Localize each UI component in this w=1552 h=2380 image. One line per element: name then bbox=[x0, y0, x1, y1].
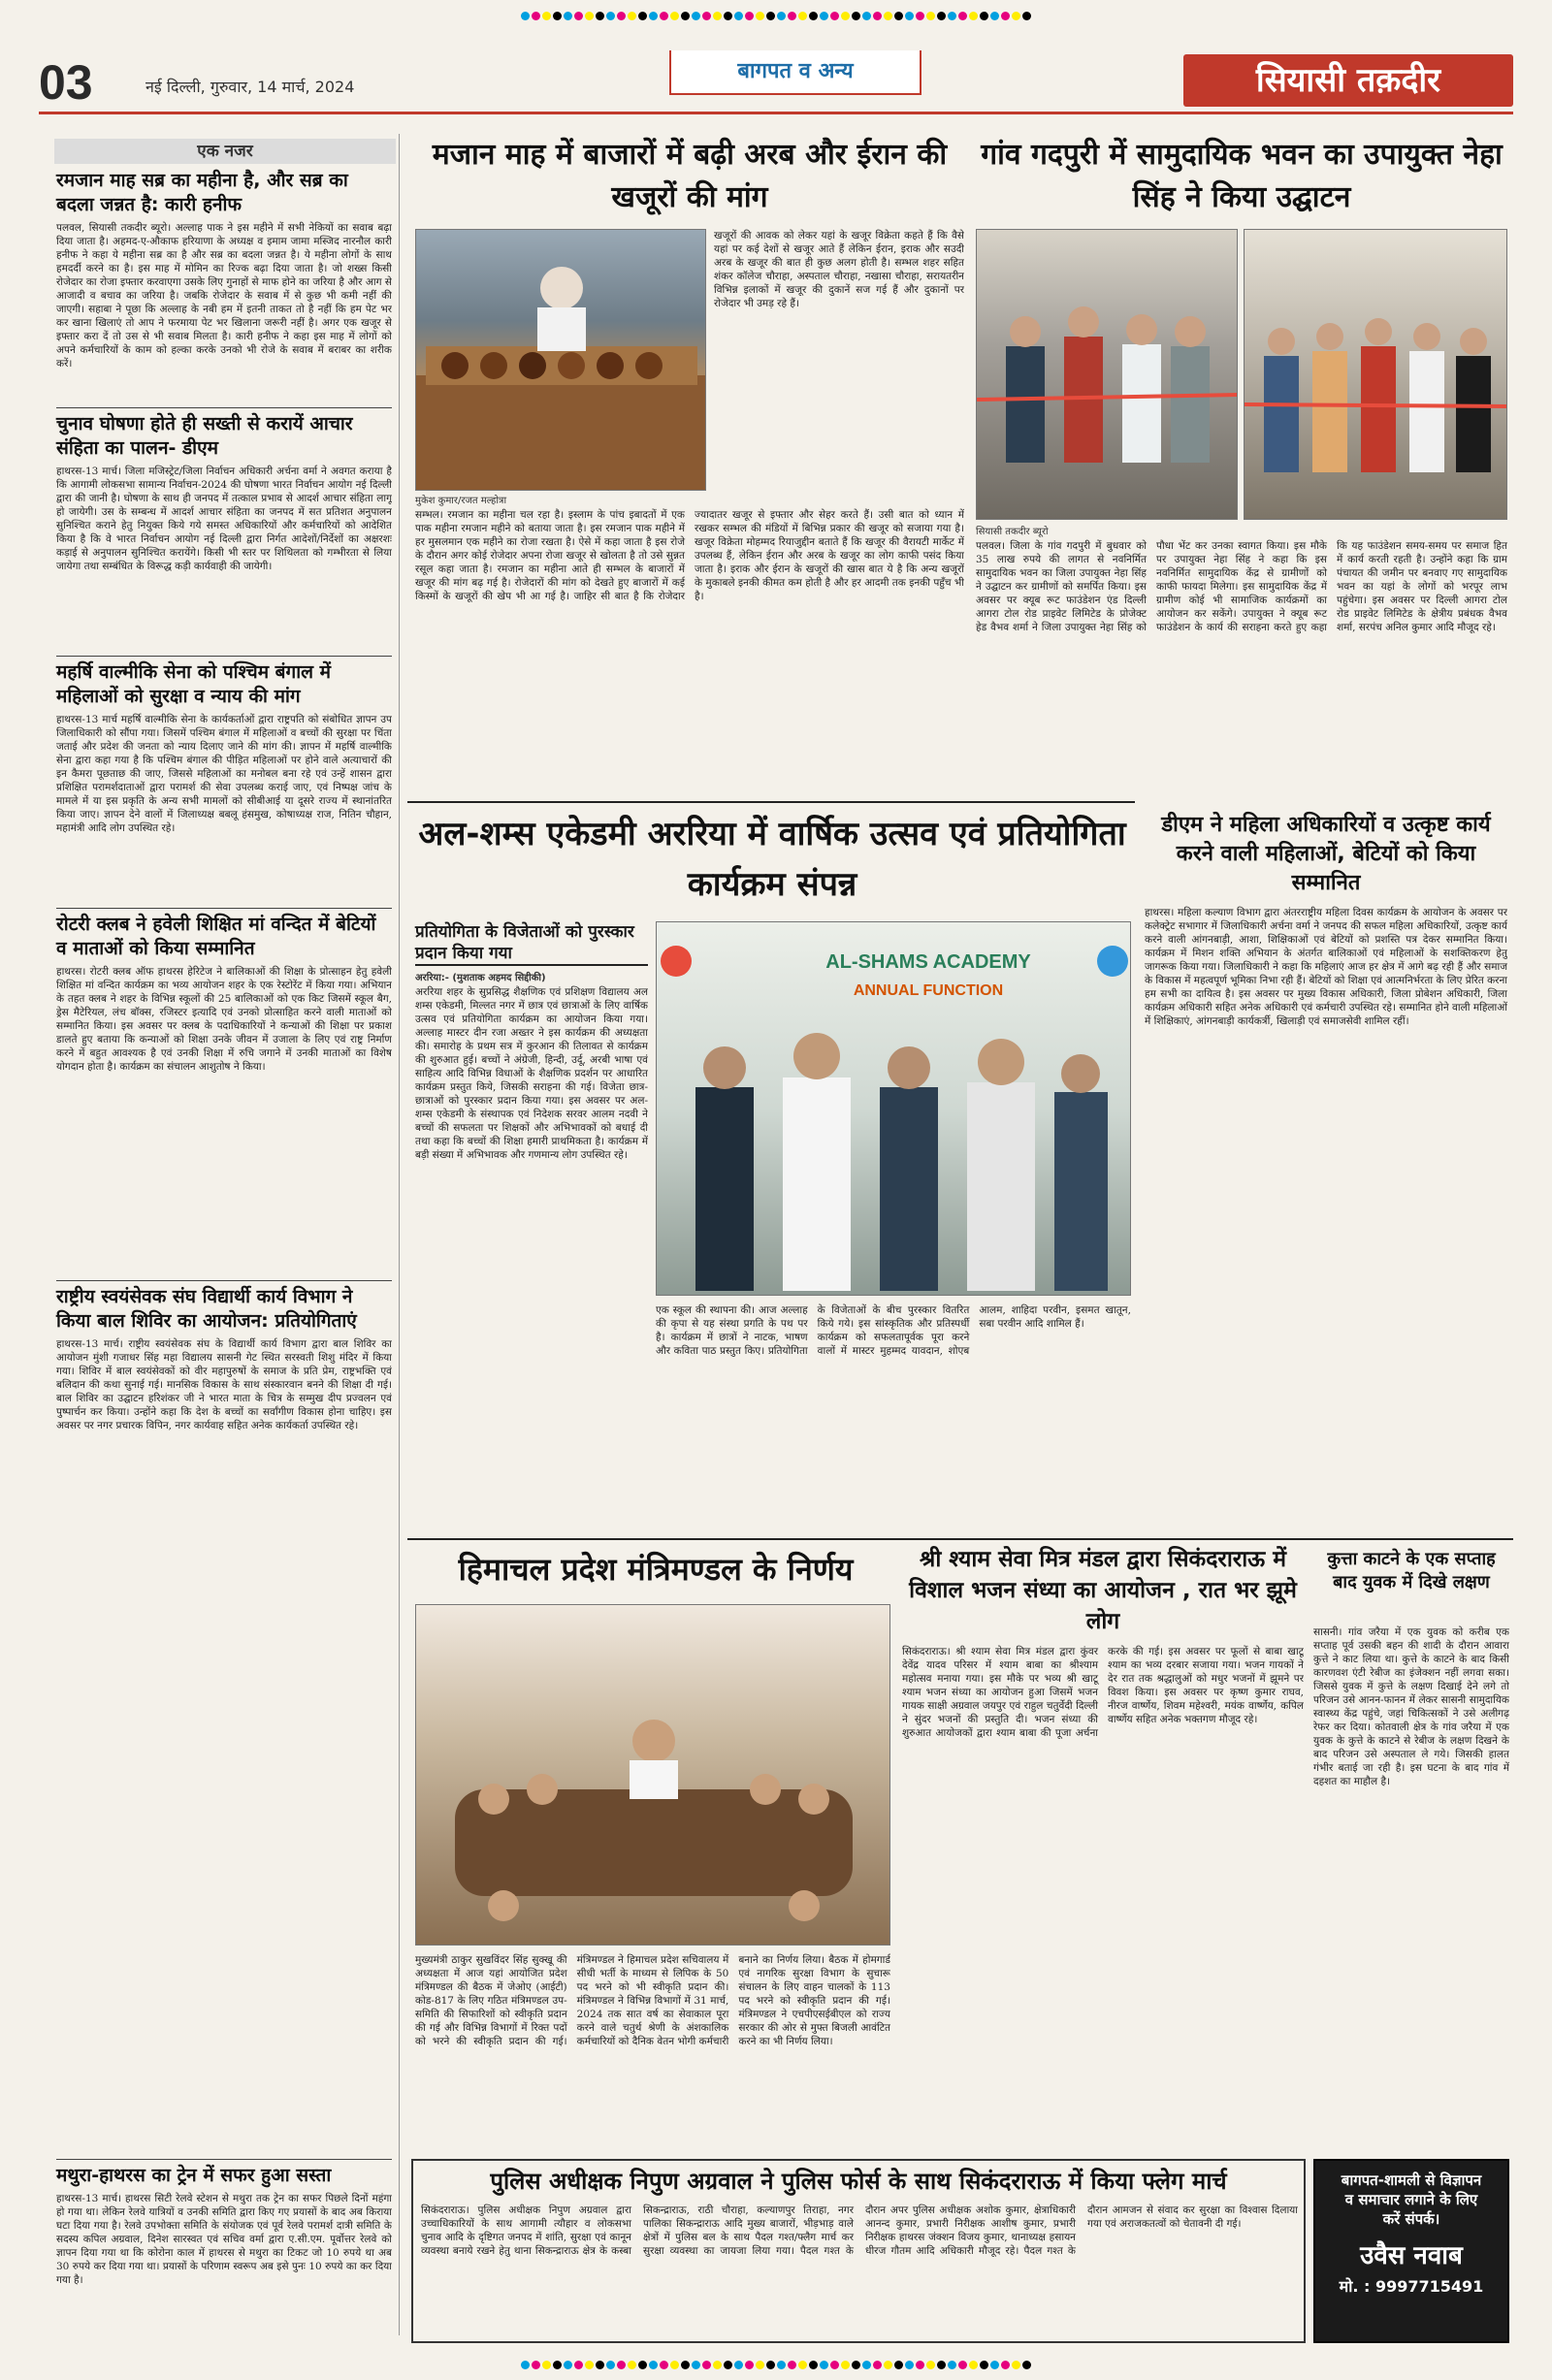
registration-dot bbox=[777, 2361, 786, 2369]
registration-dot bbox=[969, 2361, 978, 2369]
registration-dot bbox=[852, 12, 860, 20]
bhajan-body: सिकंदराराऊ। श्री श्याम सेवा मित्र मंडल द्वारा कुंवर देवेंद्र यादव परिसर में श्याम बाबा का श्रीश्याम महोत्सव मनाया गया। इस मौके पर भव्य श्री खाटू श्याम भजन संध्या का आयोजन हुआ जिसमें भजन गायक साक्षी अग्रवाल जयपुर एवं राहुल चतुर्वेदी दिल्ली ने सुंदर भजनों की प्रस्तुति दी। भजन संध्या की शुरुआत आयोजकों द्वारा श्याम बाबा की पूजा अर्चना करके की गई। इस अवसर पर फूलों से बाबा खाटू श्याम का भव्य दरबार सजाया गया। भजन गायकों ने देर रात तक श्रद्धालुओं को मधुर भजनों में झूमने पर विवश किया। इस अवसर पर कृष्ण कुमार राघव, नीरज वार्ष्णेय, शिवम महेश्वरी, मयंक वार्ष्णेय, कपिल वार्ष्णेय सहित अनेक भक्तगण मौजूद रहे। bbox=[902, 1646, 1304, 1739]
brief-title: राष्ट्रीय स्वयंसेवक संघ विद्यार्थी कार्य विभाग ने किया बाल शिविर का आयोजन: प्रतियोगिताएं bbox=[56, 1286, 357, 1332]
himachal-body: मुख्यमंत्री ठाकुर सुखविंदर सिंह सुक्खू की अध्यक्षता में आज यहां आयोजित प्रदेश मंत्रिमण्डल की बैठक में जेओए (आईटी) कोड-817 के लिए गठित मंत्रिमण्डल उप-समिति की सिफारिशों को स्वीकृति प्रदान की गई और विभिन्न विभागों में रिक्त पदों को भरने की स्वीकृति प्रदान की गई। मंत्रिमण्डल ने हिमाचल प्रदेश सचिवालय में सीधी भर्ती के माध्यम से लिपिक के 50 पद भरने को भी स्वीकृति प्रदान की। मंत्रिमण्डल ने विभिन्न विभागों में 31 मार्च, 2024 तक सात वर्ष का सेवाकाल पूरा करने वाले चतुर्थ श्रेणी के अंशकालिक कर्मचारियों को दैनिक वेतन भोगी कर्मचारी बनाने का निर्णय लिया। बैठक में होमगार्ड एवं नागरिक सुरक्षा विभाग के सुचारू संचालन के लिए वाहन चालकों के 113 पद भरने को स्वीकृति प्रदान की गई। मंत्रिमण्डल ने एचपीएसईबीएल को राज्य सरकार की ओर से मुफ्त बिजली आवंटित करने का भी निर्णय लिया। bbox=[415, 1954, 890, 2047]
community-caption: सियासी तकदीर ब्यूरो bbox=[976, 527, 1049, 537]
registration-dot bbox=[617, 2361, 626, 2369]
registration-dot bbox=[756, 12, 764, 20]
registration-dot bbox=[638, 12, 647, 20]
registration-dot bbox=[713, 2361, 722, 2369]
registration-dot bbox=[766, 2361, 775, 2369]
academy-subhead: प्रतियोगिता के विजेताओं को पुरस्कार प्रदान किया गया bbox=[415, 921, 648, 966]
registration-dot bbox=[585, 2361, 594, 2369]
registration-dot bbox=[745, 2361, 754, 2369]
brief-5 bbox=[56, 1280, 392, 1908]
brief-6 bbox=[56, 2159, 392, 2341]
registration-dot bbox=[564, 12, 572, 20]
bhajan-headline: श्री श्याम सेवा मित्र मंडल द्वारा सिकंदराराऊ में विशाल भजन संध्या का आयोजन , रात भर झूमे लोग bbox=[909, 1547, 1297, 1634]
brief-body: पलवल, सियासी तकदीर ब्यूरो। अल्लाह पाक ने इस महीने में सभी नेकियों का सवाब बढ़ा दिया जाता है। अहमद-ए-औकाफ हरियाणा के अध्यक्ष व इमाम जामा मस्जिद नारनौल कारी हनीफ ने कहा ये महीना सब्र का है और सब्र का बदला जन्नत है। ये महीना लोगों के साथ हमदर्दी करने का है। इस माह में मोमिन का रिज्क बढ़ा दिया जाता है। जो शख्स किसी रोजेदार का रोजा इफ्तार करवाएगा उसके लिए गुनाहों से माफ होने का जरिया है और आग से आजादी व बचाव का जरिया है। जबकि रोजेदार के सवाब में से कुछ भी कमी नहीं की जाएगी। सहाबा ने पूछा कि अल्लाह के नबी हम में इतनी ताकत तो है नहीं कि हम पेट भर कर खाना खिलाएं तो आप ने फरमाया पेट भर खिलाना जरूरी नहीं है। अगर एक खजूर से इफ्तार करा दें तो उस से भी सवाब मिलता है। कारी हनीफ ने कहा इस माह में लोगों को अपने कर्मचारियों के काम को हल्का करके उनको भी रोजे के सवाब में बराबर का शरीक करें। bbox=[56, 222, 392, 370]
registration-dot bbox=[926, 12, 935, 20]
himachal-headline: हिमाचल प्रदेश मंत्रिमण्डल के निर्णय bbox=[458, 1551, 854, 1588]
police-body: सिकंदराराऊ। पुलिस अधीक्षक निपुण अग्रवाल द्वारा उच्चाधिकारियों के साथ आगामी त्यौहार व लोकसभा चुनाव आदि के दृष्टिगत जनपद में शांति, सुरक्षा एवं कानून व्यवस्था बनाये रखने हेतु थाना सिकन्द्राराऊ क्षेत्र के कस्बा सिकन्द्राराऊ, राठी चौराहा, कल्याणपुर तिराहा, नगर पालिका सिकन्द्राराऊ आदि मुख्य बाजारों, भीड़भाड़ वाले क्षेत्रों में पुलिस बल के साथ पैदल गश्त/फ्लैग मार्च कर सुरक्षा व्यवस्था का जायजा लिया गया। पैदल गश्त के दौरान अपर पुलिस अधीक्षक अशोक कुमार, क्षेत्राधिकारी आनन्द कुमार, प्रभारी निरीक्षक आशीष कुमार, प्रभारी निरीक्षक हाथरस जंक्शन विजय कुमार, थानाध्यक्ष हसायन धीरज गौतम आदि अधिकारी मौजूद रहे। पैदल गश्त के दौरान आमजन से संवाद कर सुरक्षा का विश्वास दिलाया गया एवं अराजकतत्वों को चेतावनी दी गई। bbox=[421, 2204, 1298, 2257]
page-number: 03 bbox=[39, 55, 93, 110]
section-label: बागपत व अन्य bbox=[669, 50, 922, 95]
community-photo-2 bbox=[1244, 229, 1507, 520]
registration-dot bbox=[734, 12, 743, 20]
registration-dot bbox=[1012, 2361, 1020, 2369]
registration-dot bbox=[830, 12, 839, 20]
brief-title: रोटरी क्लब ने हवेली शिक्षित मां वन्दित में बेटियों व माताओं को किया सम्मानित bbox=[56, 914, 376, 959]
registration-dot bbox=[820, 12, 828, 20]
registration-dot bbox=[990, 2361, 999, 2369]
registration-dot bbox=[1012, 12, 1020, 20]
registration-dot bbox=[670, 2361, 679, 2369]
registration-dot bbox=[1022, 2361, 1031, 2369]
brief-body: हाथरस-13 मार्च। हाथरस सिटी रेलवे स्टेशन से मथुरा तक ट्रेन का सफर पिछले दिनों महंगा हो गया था। लेकिन रेलवे यात्रियों व उनकी समिति द्वारा किए गए प्रयासों के बाद अब किराया घटा दिया गया है। रेलवे उपभोक्ता समिति के संयोजक एवं पूर्व रेलवे परामर्श दात्री समिति के सदस्य कपिल अग्रवाल, दिनेश सारस्वत एवं सचिव वर्मा द्वारा ए.सी.एम. पूर्वोत्तर रेलवे को ज्ञापन दिया गया था कि कोरोना काल में हाथरस से मथुरा का टिकट जो 10 रुपये था अब 30 रुपये कर दिया गया था। प्रयासों के परिणाम स्वरूप अब इसे पुनः 10 रुपये का कर दिया गया है। bbox=[56, 2193, 392, 2286]
ad-line-2: व समाचार लगाने के लिए bbox=[1344, 2191, 1478, 2208]
award-ceremony-illustration bbox=[657, 922, 1131, 1296]
registration-dot bbox=[745, 12, 754, 20]
himachal-photo bbox=[415, 1604, 890, 1946]
registration-dot bbox=[788, 12, 796, 20]
registration-dot bbox=[692, 2361, 700, 2369]
registration-dot bbox=[777, 12, 786, 20]
registration-dot bbox=[596, 12, 604, 20]
registration-dot bbox=[958, 2361, 967, 2369]
registration-dot bbox=[766, 12, 775, 20]
ek-nazar-label: एक नजर bbox=[54, 139, 396, 164]
community-headline: गांव गदपुरी में सामुदायिक भवन का उपायुक्त नेहा सिंह ने किया उद्घाटन bbox=[981, 138, 1503, 214]
registration-strip-top bbox=[0, 10, 1552, 21]
registration-strip-bottom bbox=[0, 2359, 1552, 2370]
registration-dot bbox=[681, 2361, 690, 2369]
registration-dot bbox=[894, 2361, 903, 2369]
brief-body: हाथरस-13 मार्च। राष्ट्रीय स्वयंसेवक संघ के विद्यार्थी कार्य विभाग द्वारा बाल शिविर का आयोजन मुंशी गजाधर सिंह महा विद्यालय सासनी गेट स्थित सरस्वती शिशु मंदिर में किया गया। शिविर में बाल स्वयंसेवकों को वीर महापुरुषों के समाज के प्रति प्रेम, राष्ट्रभक्ति एवं बलिदान की कथा सुनाई गई। मानसिक विकास के साथ संस्कारवान बनने की शिक्षा दी गई। बाल शिविर का उद्घाटन हरिशंकर जी ने भारत माता के चित्र के सम्मुख दीप प्रज्वलन एवं पुष्पार्चन कर किया। उन्होंने कहा कि देश के बच्चों का सर्वांगीण विकास होना चाहिए। इस अवसर पर नगर प्रचारक विपिन, नगर कार्यवाह सहित अनेक कार्यकर्ता उपस्थित रहे। bbox=[56, 1338, 392, 1431]
community-body: पलवल। जिला के गांव गदपुरी में बुधवार को 35 लाख रुपये की लागत से नवनिर्मित सामुदायिक भवन का जिला उपायुक्त नेहा सिंह ने उद्घाटन कर ग्रामीणों को समर्पित किया। इस अवसर पर क्यूब रूट फाउंडेशन एंड दिल्ली आगरा टोल रोड प्राइवेट लिमिटेड के प्रोजेक्ट हेड वैभव शर्मा ने जिला उपायुक्त नेहा सिंह को पौधा भेंट कर उनका स्वागत किया। इस मौके पर उपायुक्त नेहा सिंह ने कहा कि इस नवनिर्मित सामुदायिक केंद्र से ग्रामीणों को काफी फायदा मिलेगा। इस सामुदायिक केंद्र में ग्रामीण कोई भी सामाजिक कार्यक्रमों का आयोजन कर सकेंगे। उपायुक्त ने क्यूब रूट फाउंडेशन के कार्य की सराहना करते हुए कहा कि यह फाउंडेशन समय-समय पर समाज हित में कार्य करती रहती है। उन्होंने कहा कि ग्राम पंचायत की जमीन पर बनवाए गए सामुदायिक भवन का यहां के लोगों को भरपूर लाभ पहुंचेगा। इस अवसर पर दिल्ली आगरा टोल रोड प्राइवेट लिमिटेड के क्षेत्रीय प्रबंधक वैभव शर्मा, सरपंच अनिल कुमार आदि मौजूद रहे। bbox=[976, 540, 1507, 633]
dates-headline: मजान माह में बाजारों में बढ़ी अरब और ईरान की खजूरों की मांग bbox=[432, 138, 948, 214]
registration-dot bbox=[553, 2361, 562, 2369]
registration-dot bbox=[937, 2361, 946, 2369]
registration-dot bbox=[692, 12, 700, 20]
registration-dot bbox=[862, 2361, 871, 2369]
brief-body: हाथरस। रोटरी क्लब ऑफ हाथरस हेरिटेज ने बालिकाओं की शिक्षा के प्रोत्साहन हेतु हवेली शिक्षित मां वन्दित कार्यक्रम का भव्य आयोजन शहर के एक रेस्टोरेंट में किया गया। अभियान के तहत क्लब ने शहर के विभिन्न स्कूलों की 25 बालिकाओं को एक किट जिसमें स्कूल बैग, ड्रेस मैटेरियल, लंच बॉक्स, रजिस्टर इत्यादि एवं उनको प्रोत्साहित करने वाली माताओं को सम्मानित किया। इस अवसर पर क्लब के पदाधिकारियों ने कन्याओं की शिक्षा पर प्रकाश डालते हुए बताया कि कन्याओं को शिक्षा उनके जीवन में उजाला के लिए एवं राष्ट्र निर्माण करने में बहुत आवश्यक है एवं उनकी शिक्षा में रुचि जगाने में उनकी माताओं का विशेष योगदान होता है। कार्यक्रम का संचालन आशुतोष ने किया। bbox=[56, 966, 392, 1073]
registration-dot bbox=[521, 2361, 530, 2369]
ad-line-1: बागपत-शामली से विज्ञापन bbox=[1341, 2171, 1482, 2189]
registration-dot bbox=[638, 2361, 647, 2369]
brief-title: मथुरा-हाथरस का ट्रेन में सफर हुआ सस्ता bbox=[56, 2165, 332, 2186]
registration-dot bbox=[948, 2361, 956, 2369]
registration-dot bbox=[980, 2361, 988, 2369]
cabinet-meeting-illustration bbox=[416, 1605, 890, 1946]
registration-dot bbox=[862, 12, 871, 20]
group-photo-illustration bbox=[1245, 230, 1507, 520]
academy-body-2: एक स्कूल की स्थापना की। आज अल्लाह की कृपा से यह संस्था प्रगति के पथ पर है। कार्यक्रम में छात्रों ने नाटक, भाषण और कविता पाठ प्रस्तुत किए। प्रतियोगिता के विजेताओं के बीच पुरस्कार वितरित किये गये। इस सांस्कृतिक और प्रतिस्पर्धी कार्यक्रम को सफलतापूर्वक पूरा करने वालों में मास्टर मुहम्मद यावदान, शोएब आलम, शाहिदा परवीन, इसमत खातून, सबा परवीन आदि शामिल हैं। bbox=[656, 1304, 1131, 1357]
paper-name: सियासी तक़दीर bbox=[1183, 54, 1513, 107]
police-headline: पुलिस अधीक्षक निपुण अग्रवाल ने पुलिस फोर्स के साथ सिकंदराराऊ में किया फ्लेग मार्च bbox=[490, 2168, 1227, 2195]
academy-banner: AL-SHAMS ACADEMY bbox=[825, 951, 1031, 973]
brief-2 bbox=[56, 407, 392, 655]
registration-dot bbox=[809, 12, 818, 20]
registration-dot bbox=[798, 12, 807, 20]
registration-dot bbox=[788, 2361, 796, 2369]
academy-photo bbox=[656, 921, 1131, 1296]
registration-dot bbox=[969, 12, 978, 20]
dm-headline: डीएम ने महिला अधिकारियों व उत्कृष्ट कार्य करने वाली महिलाओं, बेटियों को किया सम्मानित bbox=[1161, 813, 1491, 895]
registration-dot bbox=[574, 2361, 583, 2369]
registration-dot bbox=[628, 12, 636, 20]
registration-dot bbox=[990, 12, 999, 20]
dates-stall-illustration bbox=[416, 230, 706, 491]
registration-dot bbox=[702, 12, 711, 20]
registration-dot bbox=[564, 2361, 572, 2369]
ad-box bbox=[1313, 2159, 1509, 2343]
registration-dot bbox=[916, 12, 924, 20]
registration-dot bbox=[574, 12, 583, 20]
dateline: नई दिल्ली, गुरुवार, 14 मार्च, 2024 bbox=[146, 78, 355, 96]
registration-dot bbox=[852, 2361, 860, 2369]
registration-dot bbox=[905, 2361, 914, 2369]
registration-dot bbox=[724, 12, 732, 20]
registration-dot bbox=[884, 2361, 892, 2369]
registration-dot bbox=[649, 2361, 658, 2369]
registration-dot bbox=[916, 2361, 924, 2369]
dm-body: हाथरस। महिला कल्याण विभाग द्वारा अंतरराष्ट्रीय महिला दिवस कार्यक्रम के आयोजन के अवसर पर कलेक्ट्रेट सभागार में जिलाधिकारी अर्चना वर्मा ने जनपद की सफल महिला अधिकारियों, उत्कृष्ट कार्य करने वाली आंगनबाड़ी, आशा, शिक्षिकाओं एवं बेटियों को प्रशस्ति पत्र देकर सम्मानित किया। कार्यक्रम में मिशन शक्ति अभियान के अंतर्गत बालिकाओं एवं महिलाओं के सशक्तिकरण हेतु जागरूक किया गया। जिलाधिकारी ने कहा कि महिलाएं आज हर क्षेत्र में आगे बढ़ रही हैं और समाज के विकास में महत्वपूर्ण भूमिका निभा रही हैं। बेटियों को शिक्षा एवं आत्मनिर्भरता के लिए प्रेरित करना हम सभी का दायित्व है। इस अवसर पर मुख्य विकास अधिकारी, जिला प्रोबेशन अधिकारी, जिला कार्यक्रम अधिकारी सहित अनेक अधिकारी एवं कर्मचारी उपस्थित रहे। सम्मानित होने वाली महिलाओं में शिक्षिकाएं, आंगनबाड़ी कार्यकर्त्री, खिलाड़ी एवं समाजसेवी शामिल रहीं। bbox=[1145, 907, 1507, 1027]
community-photo-1 bbox=[976, 229, 1238, 520]
registration-dot bbox=[756, 2361, 764, 2369]
dates-main-body: सम्भल। रमजान का महीना चल रहा है। इस्लाम के पांच इबादतों में एक पाक महीना रमजान महीने को बताया जाता है। इस रमजान पाक महीने में हर मुसलमान एक महीने का रोजा रखता है। ऐसे में कहा जाता है इस रोजे के दौरान अगर कोई रोजेदार अपना रोजा खजूर से खोलता है तो उसे सुन्नत रसूल कहा जाता है। रमजान का महीना आते ही सम्भल के बाजारों में खजूर की मांग बढ़ गई है। रोजेदारों की मांग को देखते हुए बाजारों में कई किस्मों के खजूरों की खेप भी आ गई है। जाहिर सी बात है कि रोजेदार ज्यादातर खजूर से इफ्तार और सेहर करते हैं। उसी बात को ध्यान में रखकर सम्भल की मंडियों में बिभिन्न प्रकार की खजूर को सजाया गया है। खजूर विक्रेता मोहम्मद रियाजुद्दीन बताते हैं कि खजूर की वैरायटी मार्केट में उपलब्ध हैं, लेकिन ईरान और अरब के खजूर का लोग काफी पसंद किया जाता है। इराक और ईरान के खजूरों की खास बात ये है कि अन्य खजूरों के मुकाबले इनकी कीमत कम होती है और हर आदमी तक इनकी पहुँच भी है। bbox=[415, 509, 964, 602]
registration-dot bbox=[542, 12, 551, 20]
dates-side-body: खजूरों की आवक को लेकर यहां के खजूर विक्रेता कहते हैं कि वैसे यहां पर कई देशों से खजूर आते हैं लेकिन ईरान, इराक और सउदी अरब के खजूर की बात ही कुछ अलग होती है। सम्भल शहर सहित शंकर कॉलेज चौराहा, अस्पताल चौराहा, नखासा चौराहा, सरायतरीन विभिन्न इलाकों में खजूर की दुकानें सज गई हैं और दुकानों पर रोजेदार भी उमड़ रहे हैं। bbox=[714, 230, 964, 309]
registration-dot bbox=[713, 12, 722, 20]
registration-dot bbox=[820, 2361, 828, 2369]
registration-dot bbox=[1022, 12, 1031, 20]
registration-dot bbox=[798, 2361, 807, 2369]
registration-dot bbox=[521, 12, 530, 20]
brief-3 bbox=[56, 656, 392, 903]
registration-dot bbox=[809, 2361, 818, 2369]
registration-dot bbox=[937, 12, 946, 20]
registration-dot bbox=[884, 12, 892, 20]
dates-byline: मुकेश कुमार/रजत मल्होत्रा bbox=[415, 496, 507, 506]
registration-dot bbox=[830, 2361, 839, 2369]
registration-dot bbox=[617, 12, 626, 20]
registration-dot bbox=[873, 12, 882, 20]
registration-dot bbox=[734, 2361, 743, 2369]
registration-dot bbox=[542, 2361, 551, 2369]
registration-dot bbox=[958, 12, 967, 20]
registration-dot bbox=[628, 2361, 636, 2369]
ad-line-3: करें संपर्क। bbox=[1382, 2210, 1440, 2228]
dog-body: सासनी। गांव जरैया में एक युवक को करीब एक सप्ताह पूर्व उसकी बहन की शादी के दौरान आवारा कुत्ते ने काट लिया था। कुत्ते के काटने के बाद किसी कारणवश एंटी रेबीज का इंजेक्शन नहीं लगवा सका। जिससे युवक में कुत्ते के लक्षण दिखाई देने लगे तो परिजन उसे आनन-फानन में लेकर सासनी सामुदायिक स्वास्थ्य केंद्र पहुंचे, जहां चिकित्सकों ने उसे अलीगढ़ रेफर कर दिया। कोतवाली क्षेत्र के गांव जरैया में एक युवक के कुत्ते के काटने से रेबीज के लक्षण दिखने के बाद परिजन उसे अस्पताल ले गये। जिसकी हालत गंभीर बताई जा रही है। इस घटना के बाद गांव में दहशत का माहौल है। bbox=[1313, 1626, 1509, 1787]
registration-dot bbox=[724, 2361, 732, 2369]
registration-dot bbox=[873, 2361, 882, 2369]
lower-rule bbox=[407, 1538, 1513, 1540]
brief-body: हाथरस-13 मार्च। जिला मजिस्ट्रेट/जिला निर्वाचन अधिकारी अर्चना वर्मा ने अवगत कराया है कि आगामी लोकसभा सामान्य निर्वाचन-2024 की घोषणा भारत निर्वाचन आयोग नई दिल्ली द्वारा की जानी है। घोषणा के साथ ही जनपद में तत्काल प्रभाव से आदर्श आचार संहिता लागू हो जायेगी। उस के सम्बन्ध में आदर्श आचार संहिता का जनपद में सत प्रतिशत अनुपालन सुनिश्चित कराने हेतु नियुक्त किये गये समस्त अधिकारियों और कर्मचारियों को आदेशित किया है कि वे भारत निर्वाचन आयोग नई दिल्ली द्वारा निर्गत आदेशों/निर्देशों का अक्षरशः कड़ाई से अनुपालन सुनिश्चित करायेंगे। किसी भी स्तर पर शिथिलता को गम्भीरता से लिया जायेगा तथा सम्बंधित के विरूद्ध कड़ी कार्यवाही की जायेगी। bbox=[56, 466, 392, 572]
registration-dot bbox=[1001, 2361, 1010, 2369]
registration-dot bbox=[1001, 12, 1010, 20]
brief-title: महर्षि वाल्मीकि सेना को पश्चिम बंगाल में महिलाओं को सुरक्षा व न्याय की मांग bbox=[56, 661, 332, 707]
registration-dot bbox=[894, 12, 903, 20]
registration-dot bbox=[905, 12, 914, 20]
ad-name: उवैस नवाब bbox=[1360, 2241, 1463, 2270]
masthead bbox=[39, 47, 1513, 114]
registration-dot bbox=[596, 2361, 604, 2369]
registration-dot bbox=[670, 12, 679, 20]
registration-dot bbox=[841, 2361, 850, 2369]
registration-dot bbox=[585, 12, 594, 20]
registration-dot bbox=[980, 12, 988, 20]
registration-dot bbox=[660, 12, 668, 20]
academy-banner-sub: ANNUAL FUNCTION bbox=[853, 982, 1004, 999]
registration-dot bbox=[841, 12, 850, 20]
registration-dot bbox=[681, 12, 690, 20]
brief-body: हाथरस-13 मार्च महर्षि वाल्मीकि सेना के कार्यकर्ताओं द्वारा राष्ट्रपति को संबोधित ज्ञापन उप जिलाधिकारी को सौंपा गया। जिसमें पश्चिम बंगाल में महिलाओं व बच्चों की सुरक्षा पर चिंता जताई और प्रदेश की जनता को न्याय दिलाए जाने की मांग की। ज्ञापन में महर्षि वाल्मीकि सेना द्वारा कहा गया है कि पश्चिम बंगाल की पीड़ित महिलाओं पर होने वाले अत्याचारों की इन कैमरा पूछताछ की जाए, जिससे महिलाओं का मनोबल बना रहे एवं उन्हें शासन द्वारा प्रशिक्षित परामर्शदाताओं द्वारा परामर्श की सेवा उपलब्ध कराई जाए, एवं निष्पक्ष जांच के मामले में या इस प्रकृति के अन्य सभी मामलों को सीबीआई या दूसरे राज्य में स्थानांतरित किया जाए। ज्ञापन देने वालों में जिलाध्यक्ष बबलू हंसमुख, कोषाध्यक्ष राज, नितिन चौहान, महामंत्री आदि लोग उपस्थित रहे। bbox=[56, 714, 392, 834]
registration-dot bbox=[606, 12, 615, 20]
registration-dot bbox=[948, 12, 956, 20]
brief-1 bbox=[56, 169, 392, 411]
dates-photo bbox=[415, 229, 706, 491]
registration-dot bbox=[926, 2361, 935, 2369]
dog-headline: कुत्ता काटने के एक सप्ताह बाद युवक में दिखे लक्षण bbox=[1327, 1549, 1496, 1592]
registration-dot bbox=[532, 2361, 540, 2369]
registration-dot bbox=[532, 12, 540, 20]
brief-title: रमजान माह सब्र का महीना है, और सब्र का बदला जन्नत है: कारी हनीफ bbox=[56, 170, 348, 215]
brief-4 bbox=[56, 908, 392, 1277]
registration-dot bbox=[553, 12, 562, 20]
registration-dot bbox=[606, 2361, 615, 2369]
registration-dot bbox=[660, 2361, 668, 2369]
academy-headline: अल-शम्स एकेडमी अररिया में वार्षिक उत्सव एवं प्रतियोगिता कार्यक्रम संपन्न bbox=[418, 815, 1126, 904]
brief-title: चुनाव घोषणा होते ही सख्ती से करायें आचार संहिता का पालन- डीएम bbox=[56, 413, 353, 459]
registration-dot bbox=[702, 2361, 711, 2369]
academy-rule bbox=[407, 801, 1135, 803]
academy-body: अररिया शहर के सुप्रसिद्ध शैक्षणिक एवं प्रशिक्षण विद्यालय अल शम्स एकेडमी, मिल्लत नगर में छात्र एवं छात्राओं के लिए वार्षिक उत्सव एवं प्रतियोगिता कार्यक्रम का आयोजन किया गया। अल्लाह मास्टर दीन रजा अख्तर ने इस कार्यक्रम की अध्यक्षता की। समारोह के प्रथम सत्र में कुरआन की तिलावत से कार्यक्रम की शुरुआत हुई। बच्चों ने अंग्रेजी, हिन्दी, उर्दू, अरबी भाषा एवं साहित्य आदि विभिन्न विधाओं के शैक्षणिक प्रदर्शन पर आधारित कार्यक्रम प्रस्तुत किये, जिसकी सराहना की गई। विजेता छात्र-छात्राओं को पुरस्कार प्रदान किया गया। इस अवसर पर अल-शम्स एकेडमी के संस्थापक एवं निदेशक सरवर आलम नदवी ने बच्चों की सफलता पर शिक्षकों और अभिभावकों को बधाई दी तथा कहा कि बच्चों की शिक्षा हमारी प्राथमिकता है। कार्यक्रम में बड़ी संख्या में अभिभावक और गणमान्य लोग उपस्थित रहे। bbox=[415, 986, 648, 1161]
academy-byline: अररिया:- (मुशताक अहमद सिद्दीकी) bbox=[415, 973, 546, 983]
ad-phone: मो. : 9997715491 bbox=[1339, 2277, 1484, 2296]
registration-dot bbox=[649, 12, 658, 20]
ribbon-cutting-illustration bbox=[977, 230, 1238, 520]
